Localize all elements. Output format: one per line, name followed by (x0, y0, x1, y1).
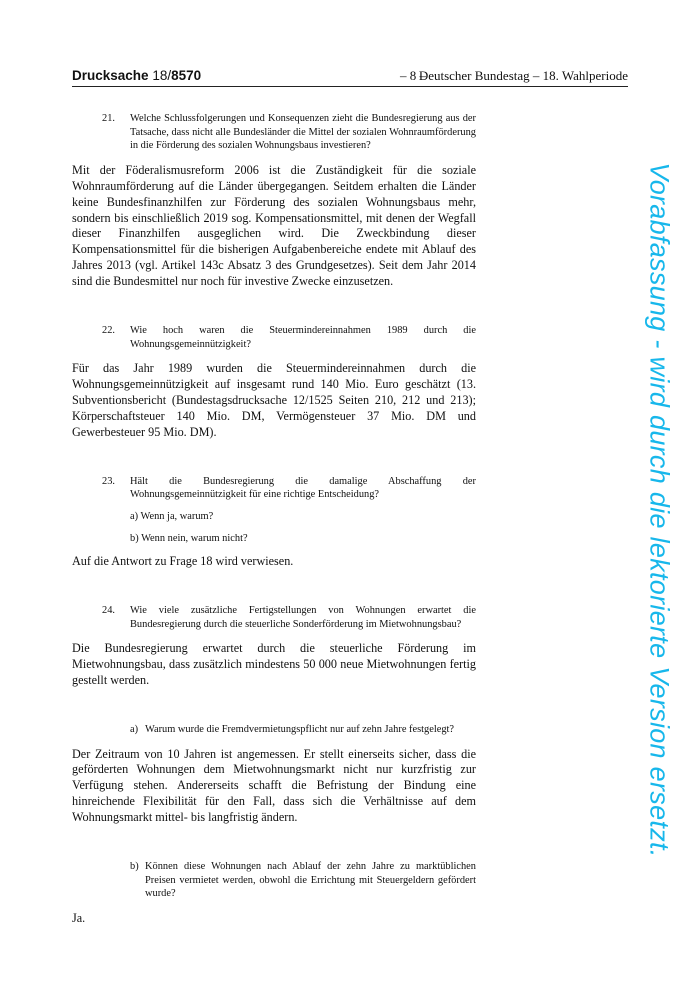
page-header (72, 68, 628, 87)
document-number-value: 8570 (171, 68, 202, 83)
question-text: Wie viele zusätzliche Fertigstellungen von Wohnungen erwartet die Bundesregierung durch die steuerliche Sonderförderung im Mietwohnungsbau? (130, 605, 476, 630)
page-number: – 8 – (400, 68, 426, 83)
question-number: 21. (102, 113, 115, 124)
document-number (72, 68, 201, 84)
document-label: Drucksache (72, 68, 149, 83)
question-sub-label: b) (130, 861, 139, 873)
question-number: 22. (102, 325, 115, 337)
question-24 (72, 604, 476, 631)
question-text: Können diese Wohnungen nach Ablauf der zehn Jahre zu marktüblichen Preisen vermietet werden, obwohl die Errichtung mit Steuergeldern gefördert wurde? (145, 861, 476, 900)
document-number-prefix: 18/ (152, 68, 172, 83)
question-23 (72, 475, 476, 502)
question-23-sub-b: b) Wenn nein, warum nicht? (130, 532, 248, 544)
document-body (72, 112, 476, 927)
institution-label: Deutscher Bundestag – 18. Wahlperiode (418, 68, 628, 83)
answer-21: Mit der Föderalismusreform 2006 ist die Zuständigkeit für die soziale Wohnraumförderung auf die Länder übergegangen. Seitdem erhalten die Länder keine Bundesfinanzhilfen zur Förderung des sozialen Wohnungsbaus mehr, sondern bis einschließlich 2019 sog. Kompensationsmittel, mit denen der Wegfall dieser Finanzhilfen ausgeglichen wird. Die Zweckbindung dieser Kompensationsmittel für die bisherigen Aufgabenbereiche endete mit Ablauf des Jahres 2013 (vgl. Artikel 143c Absatz 3 des Grundgesetzes). Seit dem Jahr 2014 sind die Bundesmittel nur noch für investive Zwecke einzusetzen. (72, 162, 476, 289)
watermark-text: Vorabfassung - wird durch die lektorierte Version ersetzt. (644, 162, 675, 858)
question-24a (72, 723, 476, 737)
answer-24a: Der Zeitraum von 10 Jahren ist angemessen. Er stellt einerseits sicher, dass die geförderten Wohnungen dem Mietwohnungsmarkt nicht nur kurzfristig zur Verfügung stehen. Andererseits schafft die Befristung der Bindung eine hinreichende Flexibilität für den Fall, dass sich die Verhältnisse auf dem Wohnungsmarkt mittel- bis langfristig ändern. (72, 746, 476, 825)
question-text: Hält die Bundesregierung die damalige Abschaffung der Wohnungsgemeinnützigkeit für eine richtige Entscheidung? (130, 475, 476, 501)
answer-24: Die Bundesregierung erwartet durch die steuerliche Förderung im Mietwohnungsbau, dass zusätzlich mindestens 50 000 neue Mietwohnungen fertig gestellt werden. (72, 641, 476, 688)
question-sub-label: a) (130, 723, 139, 735)
question-22 (72, 324, 476, 351)
question-text: Welche Schlussfolgerungen und Konsequenzen zieht die Bundesregierung aus der Tatsache, dass nicht alle Bundesländer die Mittel der sozialen Wohnraumförderung in die Förderung des sozialen Wohnungsbaus investieren? (130, 113, 476, 152)
question-number: 24. (102, 605, 115, 617)
question-number: 23. (102, 475, 115, 487)
question-text: Warum wurde die Fremdvermietungspflicht nur auf zehn Jahre festgelegt? (145, 723, 455, 735)
answer-24b: Ja. (72, 910, 86, 925)
draft-watermark (644, 110, 674, 910)
answer-22: Für das Jahr 1989 wurden die Steuermindereinnahmen durch die Wohnungsgemeinnützigkeit auf insgesamt rund 140 Mio. Euro geschätzt (13. Subventionsbericht (Bundestagsdrucksache 12/1525 Seiten 210, 212 und 213); Körperschaftsteuer 140 Mio. DM, Vermögensteuer 37 Mio. DM und Gewerbesteuer 95 Mio. DM). (72, 361, 476, 439)
question-23-sub-a: a) Wenn ja, warum? (130, 510, 214, 522)
question-text: Wie hoch waren die Steuermindereinnahmen 1989 durch die Wohnungsgemeinnützigkeit? (130, 325, 476, 350)
question-21 (72, 112, 476, 153)
question-24b (72, 860, 476, 901)
answer-23: Auf die Antwort zu Frage 18 wird verwiesen. (72, 554, 294, 569)
